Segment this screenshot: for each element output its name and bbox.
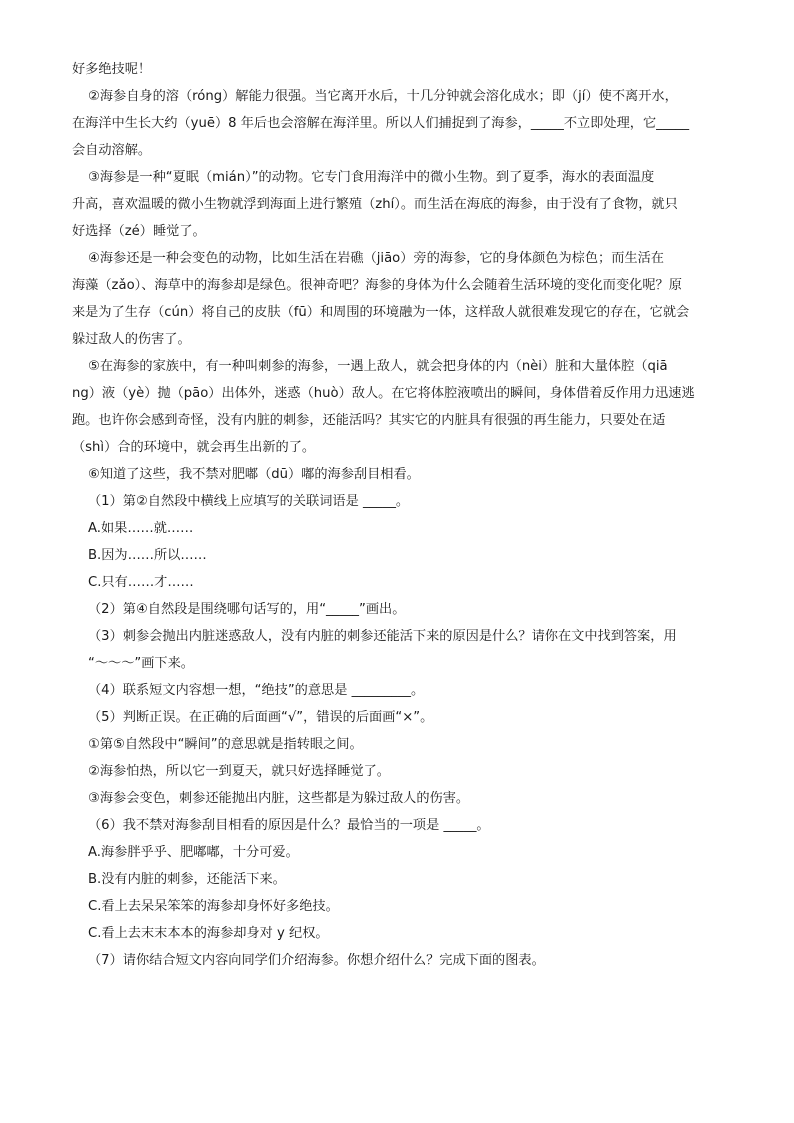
paragraph-5-line: （shì）合的环境中，就会再生出新的了。 (72, 440, 316, 455)
question-6-option: C.看上去呆呆笨笨的海参却身怀好多绝技。 (88, 899, 339, 914)
paragraph-2-line: 在海洋中生长大约（yuē）8 年后也会溶解在海洋里。所以人们捕捉到了海参，_____不立即处理，它_____ (72, 116, 690, 131)
question-6-option: A.海参胖乎乎、肥嘟嘟，十分可爱。 (88, 845, 299, 860)
question-1-option: B.因为……所以…… (88, 548, 207, 563)
text-line: 好多绝技呢！ (72, 62, 152, 77)
paragraph-5-line: ng）液（yè）抛（pāo）出体外，迷惑（huò）敌人。在它将体腔液喷出的瞬间，身体借着反作用力迅速逃 (72, 386, 695, 401)
paragraph-5-line: 跑。也许你会感到奇怪，没有内脏的刺参，还能活吗？其实它的内脏具有很强的再生能力，只要处在适 (72, 413, 666, 428)
question-6-option: B.没有内脏的刺参，还能活下来。 (88, 872, 286, 887)
paragraph-5-line: ⑤在海参的家族中，有一种叫刺参的海参，一遇上敌人，就会把身体的内（nèi）脏和大量体腔（qiā (88, 359, 668, 374)
question-5-item: ③海参会变色，刺参还能抛出内脏，这些都是为躲过敌人的伤害。 (88, 791, 470, 806)
paragraph-2-line: 会自动溶解。 (72, 143, 152, 158)
paragraph-4-line: ④海参还是一种会变色的动物，比如生活在岩礁（jiāo）旁的海参，它的身体颜色为棕色；而生活在 (88, 251, 664, 266)
question-3: （3）刺参会抛出内脏迷惑敌人，没有内脏的刺参还能活下来的原因是什么？请你在文中找到答案，用 (88, 629, 677, 644)
question-1-option: A.如果……就…… (88, 521, 194, 536)
question-2: （2）第④自然段是围绕哪句话写的，用“_____”画出。 (88, 602, 406, 617)
question-6: （6）我不禁对海参刮目相看的原因是什么？最恰当的一项是 _____。 (88, 818, 490, 833)
question-1-option: C.只有……才…… (88, 575, 194, 590)
question-3: “～～～”画下来。 (88, 656, 194, 671)
paragraph-2-line: ②海参自身的溶（róng）解能力很强。当它离开水后，十几分钟就会溶化成水；即（jí）使不离开水， (88, 89, 678, 104)
paragraph-3-line: 升高，喜欢温暖的微小生物就浮到海面上进行繁殖（zhí）。而生活在海底的海参，由于没有了食物，就只 (72, 197, 678, 212)
paragraph-6-line: ⑥知道了这些，我不禁对肥嘟（dū）嘟的海参刮目相看。 (88, 467, 420, 482)
paragraph-4-line: 海藻（zǎo）、海草中的海参却是绿色。很神奇吧？海参的身体为什么会随着生活环境的变化而变化呢？原 (72, 278, 682, 293)
question-4: （4）联系短文内容想一想，“绝技”的意思是 _________。 (88, 683, 425, 698)
paragraph-4-line: 躲过敌人的伤害了。 (72, 332, 191, 347)
question-5-item: ②海参怕热，所以它一到夏天，就只好选择睡觉了。 (88, 764, 390, 779)
paragraph-3-line: ③海参是一种“夏眠（mián）”的动物。它专门食用海洋中的微小生物。到了夏季，海水的表面温度 (88, 170, 655, 185)
question-5-item: ①第⑤自然段中“瞬间”的意思就是指转眼之间。 (88, 737, 363, 752)
question-5: （5）判断正误。在正确的后面画“√”，错误的后面画“×”。 (88, 710, 434, 725)
question-1: （1）第②自然段中横线上应填写的关联词语是 _____。 (88, 494, 410, 509)
question-6-option: C.看上去末末本本的海参却身对 y 纪权。 (88, 926, 329, 941)
paragraph-3-line: 好选择（zé）睡觉了。 (72, 224, 206, 239)
paragraph-4-line: 来是为了生存（cún）将自己的皮肤（fū）和周围的环境融为一体，这样敌人就很难发现它的存在，它就会 (72, 305, 690, 320)
question-7: （7）请你结合短文内容向同学们介绍海参。你想介绍什么？完成下面的图表。 (88, 953, 545, 968)
